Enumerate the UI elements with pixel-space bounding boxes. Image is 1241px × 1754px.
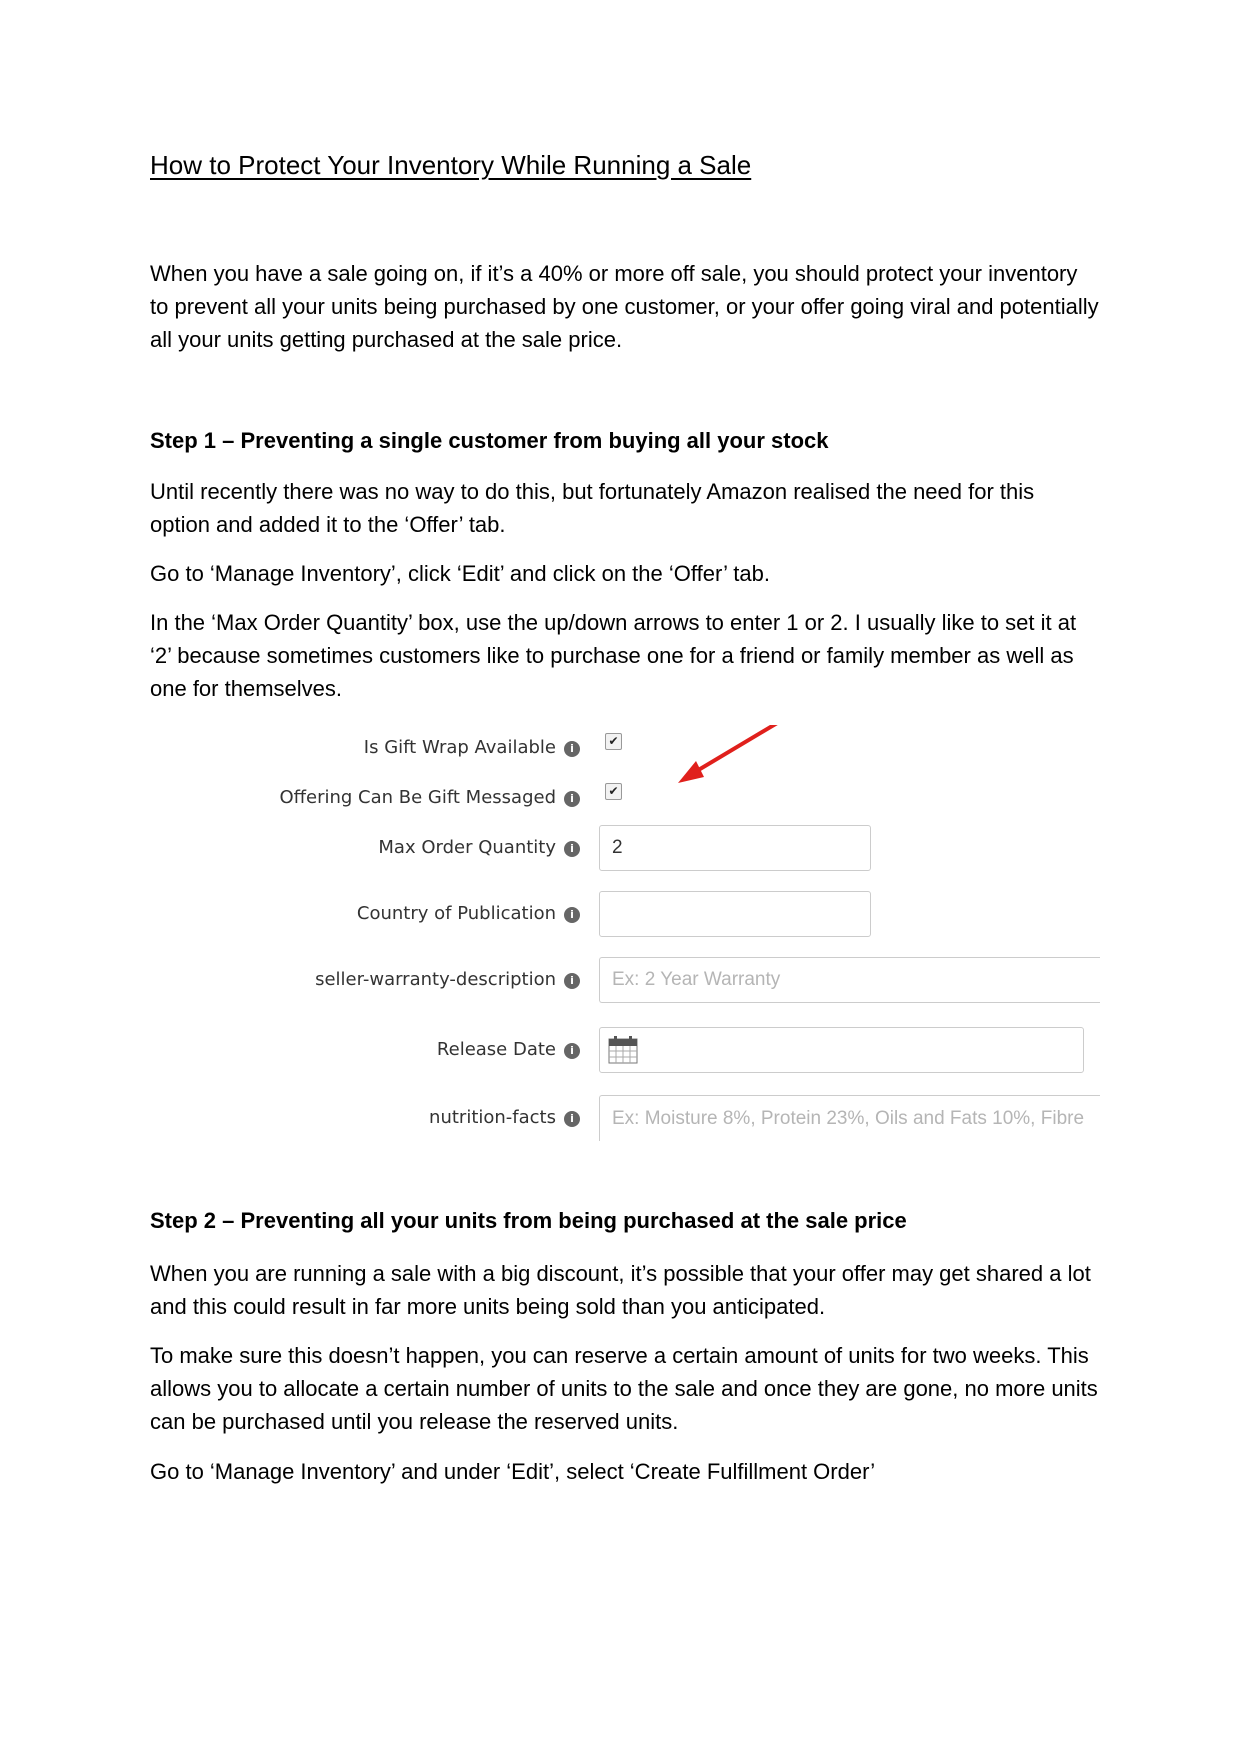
step1-paragraph-1: Until recently there was no way to do this, but fortunately Amazon realised the need for this option and added it to the ‘Offer’ tab.	[150, 479, 1035, 537]
warranty-row	[150, 957, 1100, 1007]
gift-message-checkbox[interactable]: ✔	[605, 783, 622, 800]
nutrition-row	[150, 1095, 1100, 1145]
gift-wrap-row	[150, 725, 1100, 775]
step2-heading: Step 2 – Preventing all your units from being purchased at the sale price	[150, 1208, 907, 1233]
info-icon[interactable]: i	[564, 907, 580, 923]
step1-paragraph-3: In the ‘Max Order Quantity’ box, use the up/down arrows to enter 1 or 2. I usually like to set it at ‘2’ because sometimes customers like to purchase one for a friend or family member as well as one for themselves.	[150, 610, 1077, 701]
info-icon[interactable]: i	[564, 1043, 580, 1059]
info-icon[interactable]: i	[564, 973, 580, 989]
country-label: Country of Publication	[356, 903, 556, 924]
info-icon[interactable]: i	[564, 1111, 580, 1127]
max-order-label: Max Order Quantity	[378, 837, 556, 858]
step2-paragraph-2: To make sure this doesn’t happen, you can reserve a certain amount of units for two weeks. This allows you to allocate a certain number of units to the sale and once they are gone, no more units can be purchased until you release the reserved units.	[150, 1343, 1098, 1434]
country-of-publication-input[interactable]	[599, 891, 871, 937]
gift-message-label: Offering Can Be Gift Messaged	[279, 787, 556, 808]
page-title: How to Protect Your Inventory While Running a Sale	[150, 150, 752, 180]
step2-paragraph-1: When you are running a sale with a big discount, it’s possible that your offer may get shared a lot and this could result in far more units being sold than you anticipated.	[150, 1261, 1091, 1319]
step2-paragraph-3: Go to ‘Manage Inventory’ and under ‘Edit’, select ‘Create Fulfillment Order’	[150, 1459, 876, 1484]
intro-paragraph: When you have a sale going on, if it’s a 40% or more off sale, you should protect your inventory to prevent all your units being purchased by one customer, or your offer going viral and potentially all your units getting purchased at the sale price.	[150, 261, 1099, 352]
nutrition-facts-input[interactable]: Ex: Moisture 8%, Protein 23%, Oils and Fats 10%, Fibre	[599, 1095, 1100, 1141]
gift-wrap-label: Is Gift Wrap Available	[363, 737, 556, 758]
gift-message-row	[150, 775, 1100, 825]
max-order-row	[150, 825, 1100, 875]
nutrition-label: nutrition-facts	[429, 1107, 556, 1128]
max-order-quantity-input[interactable]: 2	[599, 825, 871, 871]
country-row	[150, 891, 1100, 941]
info-icon[interactable]: i	[564, 841, 580, 857]
step1-paragraph-2: Go to ‘Manage Inventory’, click ‘Edit’ and click on the ‘Offer’ tab.	[150, 561, 770, 586]
calendar-icon[interactable]	[608, 1036, 638, 1064]
release-date-input[interactable]	[599, 1027, 1084, 1073]
gift-wrap-checkbox[interactable]: ✔	[605, 733, 622, 750]
warranty-description-input[interactable]: Ex: 2 Year Warranty	[599, 957, 1100, 1003]
info-icon[interactable]: i	[564, 741, 580, 757]
release-date-row	[150, 1027, 1100, 1077]
offer-form-screenshot	[150, 725, 1100, 1145]
step1-heading: Step 1 – Preventing a single customer from buying all your stock	[150, 428, 829, 453]
info-icon[interactable]: i	[564, 791, 580, 807]
release-date-label: Release Date	[436, 1039, 556, 1060]
warranty-label: seller-warranty-description	[315, 969, 556, 990]
